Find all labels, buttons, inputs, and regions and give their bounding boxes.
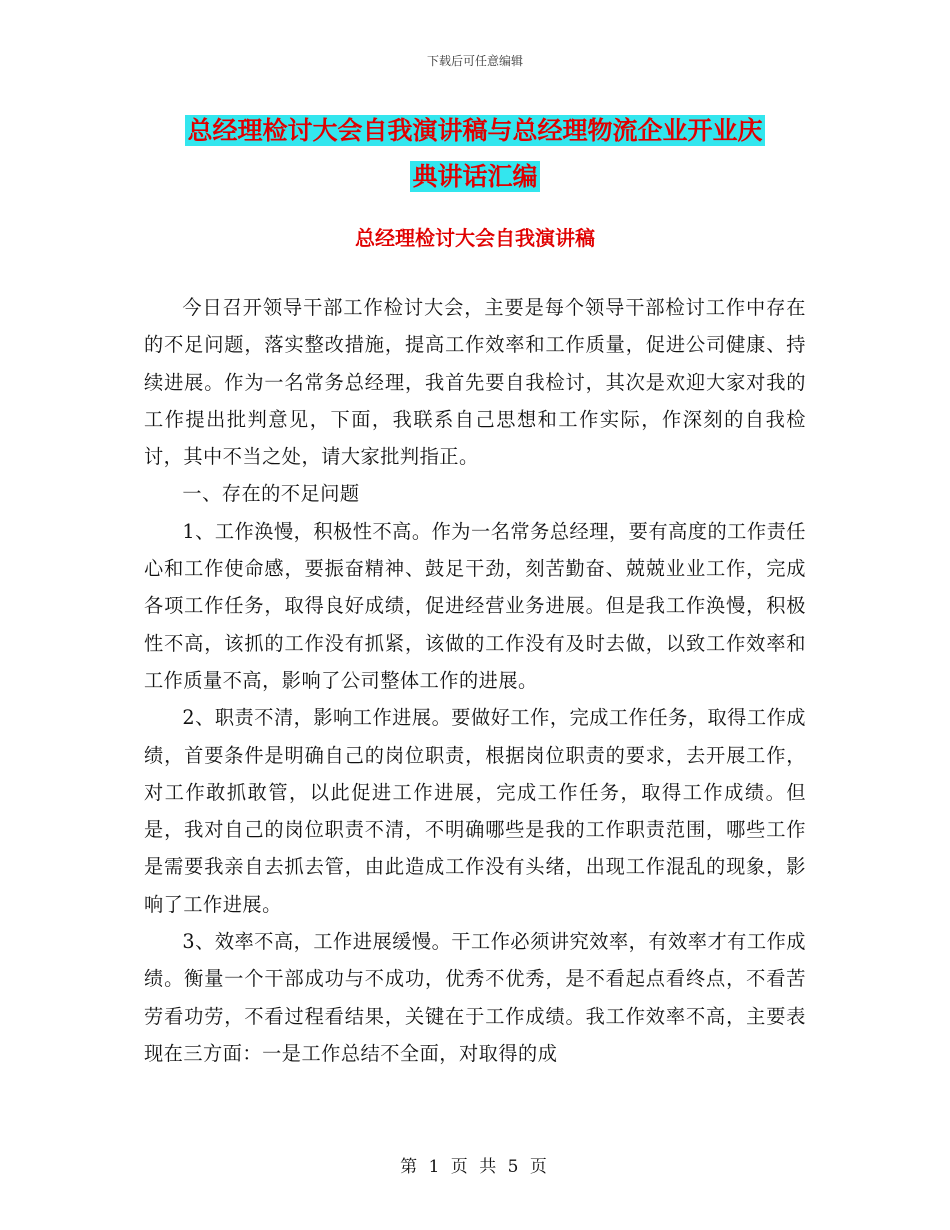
title-line-2: 典讲话汇编 xyxy=(412,162,538,191)
section-title: 总经理检讨大会自我演讲稿 xyxy=(355,226,595,250)
page-footer: 第 1 页 共 5 页 xyxy=(400,1157,550,1177)
section-heading: 一、存在的不足问题 xyxy=(182,482,360,506)
page-header: 下载后可任意编辑 xyxy=(426,54,523,68)
paragraph-item-3: 3、效率不高，工作进展缓慢。干工作必须讲究效率，有效率才有工作成绩。衡量一个干部成功与不成功，优秀不优秀，是不看起点看终点，不看苦劳看功劳，不看过程看结果，关键在于工作成绩。我工作效率不高，主要表现在三方面：一是工作总结不全面，对取得的成 xyxy=(144,930,806,1065)
document-title xyxy=(0,108,950,200)
paragraph-item-1: 1、工作涣慢，积极性不高。作为一名常务总经理，要有高度的工作责任心和工作使命感，要振奋精神、鼓足干劲，刻苦勤奋、兢兢业业工作，完成各项工作任务，取得良好成绩，促进经营业务进展。但是我工作涣慢，积极性不高，该抓的工作没有抓紧，该做的工作没有及时去做，以致工作效率和工作质量不高，影响了公司整体工作的进展。 xyxy=(144,519,806,692)
paragraph-intro: 今日召开领导干部工作检讨大会，主要是每个领导干部检讨工作中存在的不足问题，落实整改措施，提高工作效率和工作质量，促进公司健康、持续进展。作为一名常务总经理，我首先要自我检讨，其次是欢迎大家对我的工作提出批判意见，下面，我联系自己思想和工作实际，作深刻的自我检讨，其中不当之处，请大家批判指正。 xyxy=(144,296,806,469)
paragraph-item-2: 2、职责不清，影响工作进展。要做好工作，完成工作任务，取得工作成绩，首要条件是明确自己的岗位职责，根据岗位职责的要求，去开展工作，对工作敢抓敢管，以此促进工作进展，完成工作任务，取得工作成绩。但是，我对自己的岗位职责不清，不明确哪些是我的工作职责范围，哪些工作是需要我亲自去抓去管，由此造成工作没有头绪，出现工作混乱的现象，影响了工作进展。 xyxy=(144,706,806,916)
title-line-1: 总经理检讨大会自我演讲稿与总经理物流企业开业庆 xyxy=(187,116,763,145)
document-body xyxy=(144,289,806,1072)
